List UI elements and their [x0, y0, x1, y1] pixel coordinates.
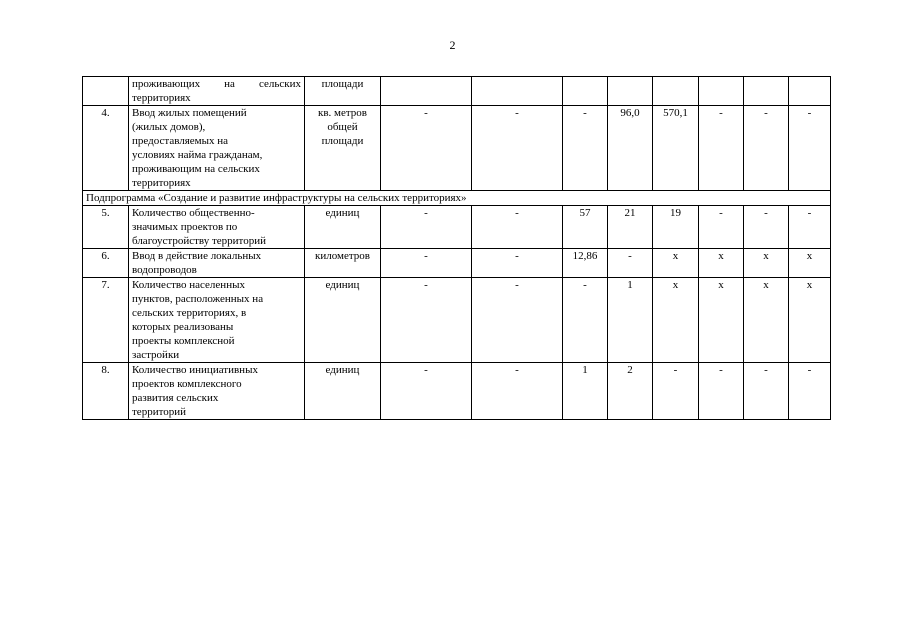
value-cell: 96,0: [608, 106, 653, 191]
value-cell: [699, 77, 744, 106]
value-cell: [472, 77, 563, 106]
name-line: развития сельских: [132, 392, 219, 404]
value-cell: -: [789, 206, 831, 249]
value-cell: [608, 77, 653, 106]
name-line: значимых проектов по: [132, 221, 238, 233]
value-cell: -: [472, 206, 563, 249]
value-cell: [744, 77, 789, 106]
name-line: проживающих на сельских: [132, 78, 301, 90]
name-line: водопроводов: [132, 264, 197, 276]
name-line: условиях найма гражданам,: [132, 149, 263, 161]
value-cell: -: [563, 106, 608, 191]
value-cell: х: [789, 249, 831, 278]
unit-cell: единиц: [305, 363, 381, 420]
value-cell: -: [699, 363, 744, 420]
value-cell: [381, 77, 472, 106]
value-cell: 1: [608, 278, 653, 363]
value-cell: 570,1: [653, 106, 699, 191]
value-cell: -: [744, 106, 789, 191]
row-number: 8.: [83, 363, 129, 420]
value-cell: -: [381, 106, 472, 191]
value-cell: х: [653, 278, 699, 363]
value-cell: х: [744, 249, 789, 278]
unit-cell: площади: [305, 77, 381, 106]
value-cell: [789, 77, 831, 106]
name-line: предоставляемых на: [132, 135, 229, 147]
indicator-name: [129, 206, 305, 249]
name-line: Количество населенных: [132, 279, 245, 291]
table-row: [83, 106, 831, 191]
value-cell: -: [381, 363, 472, 420]
name-line: сельских территориях, в: [132, 307, 247, 319]
value-cell: -: [744, 206, 789, 249]
value-cell: -: [653, 363, 699, 420]
value-cell: -: [381, 278, 472, 363]
value-cell: х: [699, 278, 744, 363]
name-line: проекты комплексной: [132, 335, 235, 347]
indicator-name: [129, 278, 305, 363]
name-line: Количество общественно-: [132, 207, 255, 219]
name-line: территориях: [132, 177, 191, 189]
name-line: проживающим на сельских: [132, 163, 260, 175]
name-line: территорий: [132, 406, 187, 418]
indicators-table: [82, 76, 831, 420]
value-cell: -: [381, 206, 472, 249]
name-line: благоустройству территорий: [132, 235, 266, 247]
value-cell: 19: [653, 206, 699, 249]
value-cell: -: [381, 249, 472, 278]
value-cell: 57: [563, 206, 608, 249]
value-cell: -: [472, 106, 563, 191]
indicator-name: [129, 106, 305, 191]
row-number: 6.: [83, 249, 129, 278]
unit-cell: километров: [305, 249, 381, 278]
name-line: Ввод жилых помещений: [132, 107, 247, 119]
value-cell: 21: [608, 206, 653, 249]
unit-cell: единиц: [305, 278, 381, 363]
value-cell: 12,86: [563, 249, 608, 278]
value-cell: х: [744, 278, 789, 363]
table-row: [83, 77, 831, 106]
table-row: [83, 278, 831, 363]
value-cell: -: [699, 206, 744, 249]
value-cell: -: [744, 363, 789, 420]
name-line: территориях: [132, 92, 191, 104]
value-cell: -: [789, 363, 831, 420]
value-cell: [653, 77, 699, 106]
table-row: [83, 206, 831, 249]
name-line: Количество инициативных: [132, 364, 258, 376]
value-cell: -: [789, 106, 831, 191]
value-cell: -: [472, 249, 563, 278]
name-line: Ввод в действие локальных: [132, 250, 262, 262]
value-cell: х: [789, 278, 831, 363]
table-row: [83, 249, 831, 278]
subprogram-row: [83, 191, 831, 206]
unit-cell: кв. метров общей площади: [305, 106, 381, 191]
row-number: 7.: [83, 278, 129, 363]
name-line: проектов комплексного: [132, 378, 242, 390]
value-cell: -: [699, 106, 744, 191]
name-line: застройки: [132, 349, 180, 361]
page-number: 2: [449, 38, 456, 52]
name-line: (жилых домов),: [132, 121, 206, 133]
value-cell: 1: [563, 363, 608, 420]
value-cell: -: [472, 278, 563, 363]
row-number: 5.: [83, 206, 129, 249]
value-cell: х: [653, 249, 699, 278]
value-cell: -: [472, 363, 563, 420]
indicator-name: [129, 249, 305, 278]
indicator-name: [129, 77, 305, 106]
name-line: пунктов, расположенных на: [132, 293, 264, 305]
unit-cell: единиц: [305, 206, 381, 249]
row-number: 4.: [83, 106, 129, 191]
table-row: [83, 363, 831, 420]
value-cell: 2: [608, 363, 653, 420]
row-number: [83, 77, 129, 106]
subprogram-heading: Подпрограмма «Создание и развитие инфраструктуры на сельских территориях»: [83, 191, 831, 206]
value-cell: [563, 77, 608, 106]
name-line: которых реализованы: [132, 321, 234, 333]
value-cell: -: [563, 278, 608, 363]
value-cell: -: [608, 249, 653, 278]
value-cell: х: [699, 249, 744, 278]
indicator-name: [129, 363, 305, 420]
